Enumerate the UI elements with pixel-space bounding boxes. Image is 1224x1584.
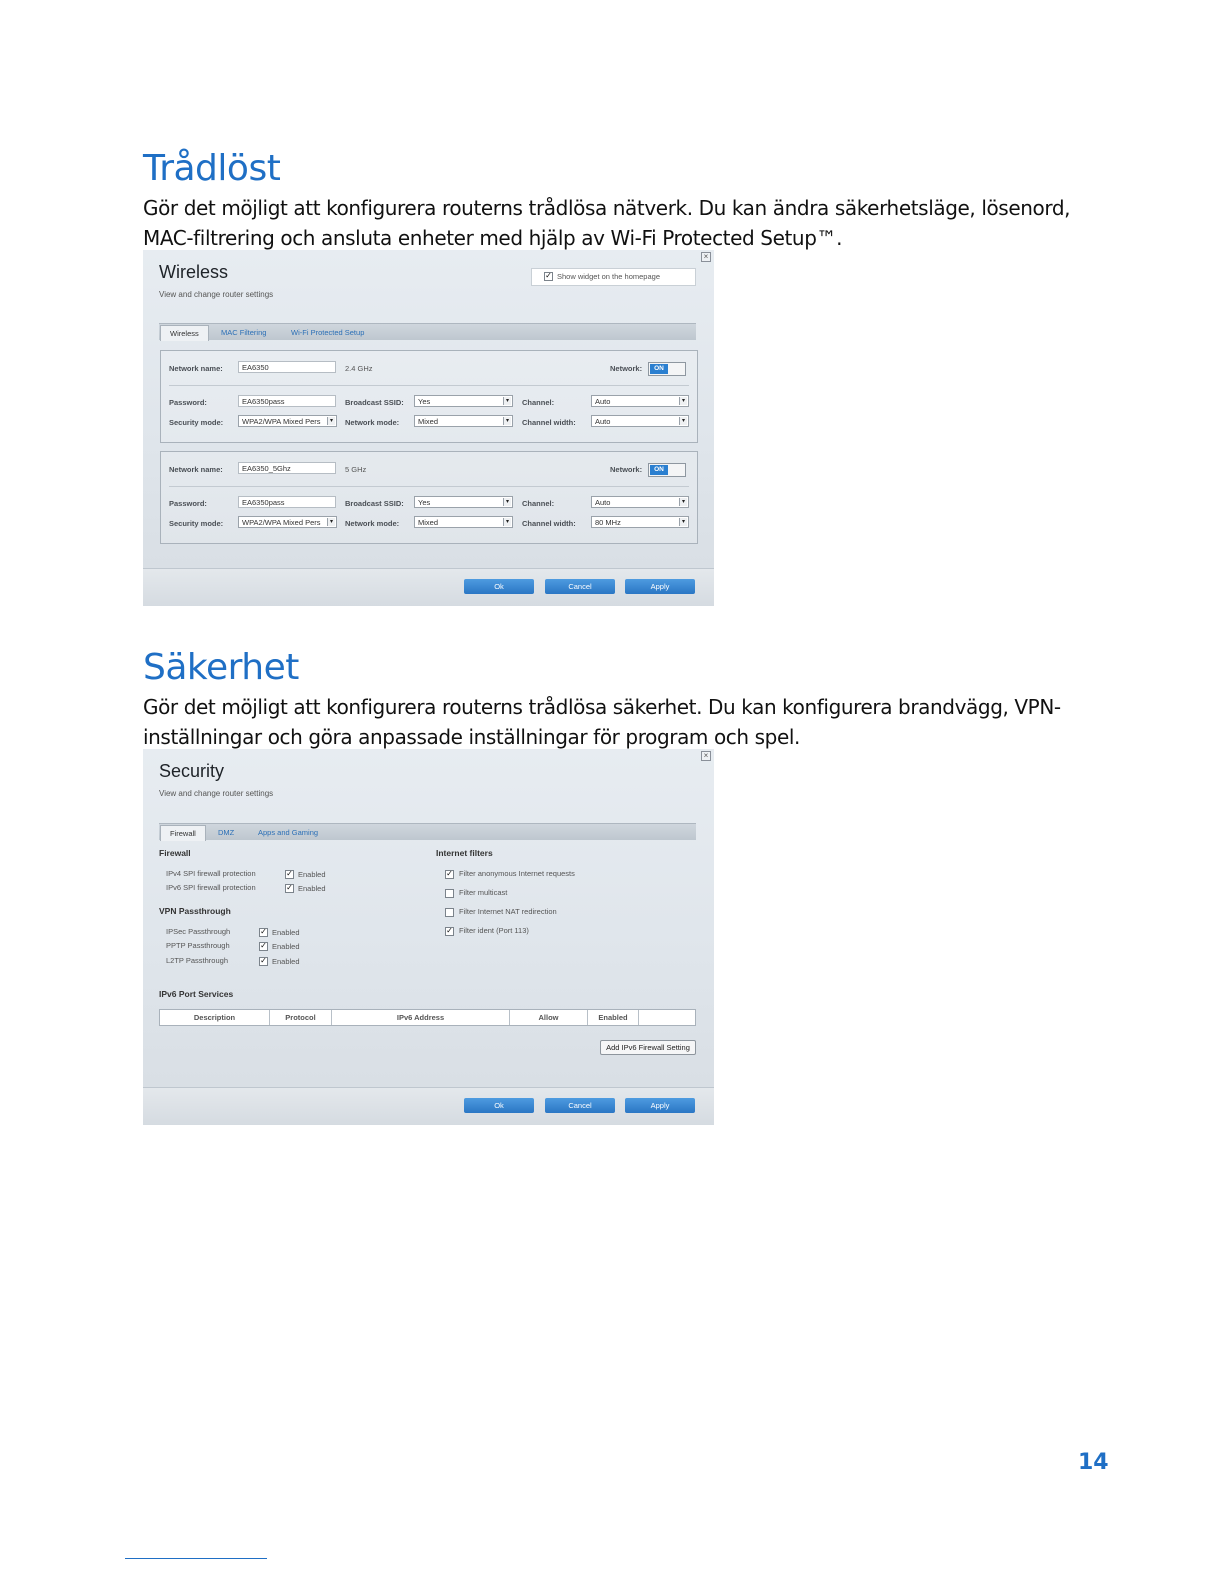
- tab-dmz[interactable]: DMZ: [218, 828, 235, 837]
- password-label: Password:: [169, 499, 207, 508]
- network-mode-value: Mixed: [418, 518, 439, 527]
- dropdown-arrow-icon: ▾: [503, 498, 511, 506]
- security-mode-value: WPA2/WPA Mixed Pers: [242, 518, 321, 527]
- ipv6-spi-label: IPv6 SPI firewall protection: [166, 883, 256, 892]
- network-mode-label: Network mode:: [345, 418, 400, 427]
- filter-nat-redirection-label: Filter Internet NAT redirection: [459, 907, 557, 916]
- wireless-section-title: Trådlöst: [143, 148, 281, 189]
- dialog-footer: [143, 1087, 714, 1125]
- cancel-button[interactable]: Cancel: [545, 579, 615, 594]
- column-protocol: Protocol: [270, 1010, 332, 1025]
- network-toggle[interactable]: [648, 463, 686, 477]
- dropdown-arrow-icon: ▾: [327, 417, 335, 425]
- close-icon[interactable]: ×: [701, 252, 711, 262]
- security-mode-select[interactable]: [238, 415, 337, 427]
- network-name-label: Network name:: [169, 465, 223, 474]
- tab-wifi-protected-setup[interactable]: Wi-Fi Protected Setup: [291, 328, 365, 337]
- toggle-on-label: ON: [650, 364, 668, 374]
- channel-select[interactable]: [591, 395, 689, 407]
- security-section-title: Säkerhet: [143, 647, 299, 688]
- column-description: Description: [160, 1010, 270, 1025]
- tab-bar: [159, 823, 696, 840]
- cancel-button[interactable]: Cancel: [545, 1098, 615, 1113]
- wireless-screenshot: [143, 250, 714, 606]
- network-toggle-label: Network:: [610, 465, 643, 474]
- ipv6-port-services-table: [159, 1009, 696, 1026]
- pptp-label: PPTP Passthrough: [166, 941, 230, 950]
- network-mode-label: Network mode:: [345, 519, 400, 528]
- network-name-input[interactable]: EA6350: [238, 361, 336, 373]
- ipv4-spi-enabled: Enabled: [298, 870, 326, 879]
- network-toggle-label: Network:: [610, 364, 643, 373]
- dropdown-arrow-icon: ▾: [503, 397, 511, 405]
- ipv6-port-services-heading: IPv6 Port Services: [159, 989, 234, 999]
- tab-bar: [159, 323, 696, 340]
- panel-title: Wireless: [159, 262, 229, 282]
- ipv4-spi-label: IPv4 SPI firewall protection: [166, 869, 256, 878]
- broadcast-ssid-label: Broadcast SSID:: [345, 499, 404, 508]
- dropdown-arrow-icon: ▾: [503, 518, 511, 526]
- channel-select[interactable]: [591, 496, 689, 508]
- show-widget-label: Show widget on the homepage: [557, 272, 660, 281]
- page-number: 14: [1078, 1450, 1109, 1475]
- checkbox-checked-icon[interactable]: ✓: [260, 956, 267, 965]
- l2tp-enabled: Enabled: [272, 957, 300, 966]
- network-name-input[interactable]: EA6350_5Ghz: [238, 462, 336, 474]
- ipsec-label: IPSec Passthrough: [166, 927, 231, 936]
- channel-width-label: Channel width:: [522, 519, 576, 528]
- dropdown-arrow-icon: ▾: [503, 417, 511, 425]
- checkbox-checked-icon[interactable]: ✓: [446, 869, 453, 878]
- network-mode-select[interactable]: [414, 415, 513, 427]
- panel-subtitle: View and change router settings: [159, 789, 274, 798]
- checkbox-checked-icon[interactable]: ✓: [446, 926, 453, 935]
- checkbox-unchecked-icon[interactable]: [445, 889, 454, 898]
- checkbox-checked-icon[interactable]: ✓: [286, 869, 293, 878]
- checkbox-checked-icon[interactable]: ✓: [286, 883, 293, 892]
- band-panel-5ghz: [160, 451, 698, 544]
- channel-width-select[interactable]: [591, 516, 689, 528]
- broadcast-ssid-value: Yes: [418, 397, 431, 406]
- dropdown-arrow-icon: ▾: [327, 518, 335, 526]
- broadcast-ssid-label: Broadcast SSID:: [345, 398, 404, 407]
- broadcast-ssid-value: Yes: [418, 498, 431, 507]
- security-screenshot: [143, 749, 714, 1125]
- panel-subtitle: View and change router settings: [159, 290, 274, 299]
- channel-width-select[interactable]: [591, 415, 689, 427]
- tab-apps-and-gaming[interactable]: Apps and Gaming: [258, 828, 319, 837]
- channel-width-label: Channel width:: [522, 418, 576, 427]
- dropdown-arrow-icon: ▾: [679, 417, 687, 425]
- checkbox-checked-icon[interactable]: ✓: [260, 927, 267, 936]
- band-label: 5 GHz: [345, 465, 367, 474]
- network-toggle[interactable]: [648, 362, 686, 376]
- checkbox-checked-icon[interactable]: ✓: [260, 941, 267, 950]
- ipsec-enabled: Enabled: [272, 928, 300, 937]
- filter-anonymous-label: Filter anonymous Internet requests: [459, 869, 575, 878]
- add-ipv6-firewall-setting-button[interactable]: Add IPv6 Firewall Setting: [600, 1040, 696, 1055]
- panel-title: Security: [159, 761, 225, 781]
- network-mode-value: Mixed: [418, 417, 439, 426]
- divider: [169, 385, 689, 386]
- l2tp-label: L2TP Passthrough: [166, 956, 228, 965]
- column-allow: Allow: [510, 1010, 588, 1025]
- apply-button[interactable]: Apply: [625, 1098, 695, 1113]
- tab-wireless[interactable]: Wireless: [160, 325, 209, 341]
- password-label: Password:: [169, 398, 207, 407]
- footnote-divider: [125, 1558, 267, 1559]
- dropdown-arrow-icon: ▾: [679, 518, 687, 526]
- network-mode-select[interactable]: [414, 516, 513, 528]
- security-section-description: Gör det möjligt att konfigurera routerns trådlösa säkerhet. Du kan konfigurera brandvägg, VPN-inställningar och göra anpassade inställningar för program och spel.: [143, 695, 1061, 749]
- toggle-on-label: ON: [650, 465, 668, 475]
- dropdown-arrow-icon: ▾: [679, 498, 687, 506]
- column-enabled: Enabled: [588, 1010, 639, 1025]
- tab-mac-filtering[interactable]: MAC Filtering: [221, 328, 267, 337]
- password-input[interactable]: EA6350pass: [238, 496, 336, 508]
- channel-width-value: Auto: [595, 417, 611, 426]
- ipv6-spi-enabled: Enabled: [298, 884, 326, 893]
- ok-button[interactable]: Ok: [464, 1098, 534, 1113]
- checkbox-unchecked-icon[interactable]: [445, 908, 454, 917]
- broadcast-ssid-select[interactable]: [414, 395, 513, 407]
- channel-label: Channel:: [522, 398, 555, 407]
- pptp-enabled: Enabled: [272, 942, 300, 951]
- channel-width-value: 80 MHz: [595, 518, 621, 527]
- network-name-label: Network name:: [169, 364, 223, 373]
- tab-firewall[interactable]: Firewall: [160, 825, 206, 841]
- vpn-passthrough-heading: VPN Passthrough: [159, 906, 231, 916]
- channel-value: Auto: [595, 498, 611, 507]
- channel-value: Auto: [595, 397, 611, 406]
- firewall-heading: Firewall: [159, 848, 191, 858]
- apply-button[interactable]: Apply: [625, 579, 695, 594]
- broadcast-ssid-select[interactable]: [414, 496, 513, 508]
- divider: [169, 486, 689, 487]
- dialog-footer: [143, 568, 714, 606]
- band-label: 2.4 GHz: [345, 364, 373, 373]
- dropdown-arrow-icon: ▾: [679, 397, 687, 405]
- security-mode-label: Security mode:: [169, 418, 224, 427]
- show-widget-option[interactable]: [531, 268, 696, 286]
- security-mode-value: WPA2/WPA Mixed Pers: [242, 417, 321, 426]
- wireless-section-description: Gör det möjligt att konfigurera routerns trådlösa nätverk. Du kan ändra säkerhetsläge, lösenord, MAC-filtrering och ansluta enheter med hjälp av Wi-Fi Protected Setup™.: [143, 196, 1071, 250]
- checkbox-checked-icon[interactable]: ✓: [545, 271, 552, 280]
- column-ipv6-address: IPv6 Address: [332, 1010, 510, 1025]
- filter-multicast-label: Filter multicast: [459, 888, 508, 897]
- filter-ident-label: Filter ident (Port 113): [459, 926, 529, 935]
- band-panel-2-4ghz: [160, 350, 698, 443]
- internet-filters-heading: Internet filters: [436, 848, 493, 858]
- close-icon[interactable]: ×: [701, 751, 711, 761]
- ok-button[interactable]: Ok: [464, 579, 534, 594]
- password-input[interactable]: EA6350pass: [238, 395, 336, 407]
- security-mode-label: Security mode:: [169, 519, 224, 528]
- security-mode-select[interactable]: [238, 516, 337, 528]
- channel-label: Channel:: [522, 499, 555, 508]
